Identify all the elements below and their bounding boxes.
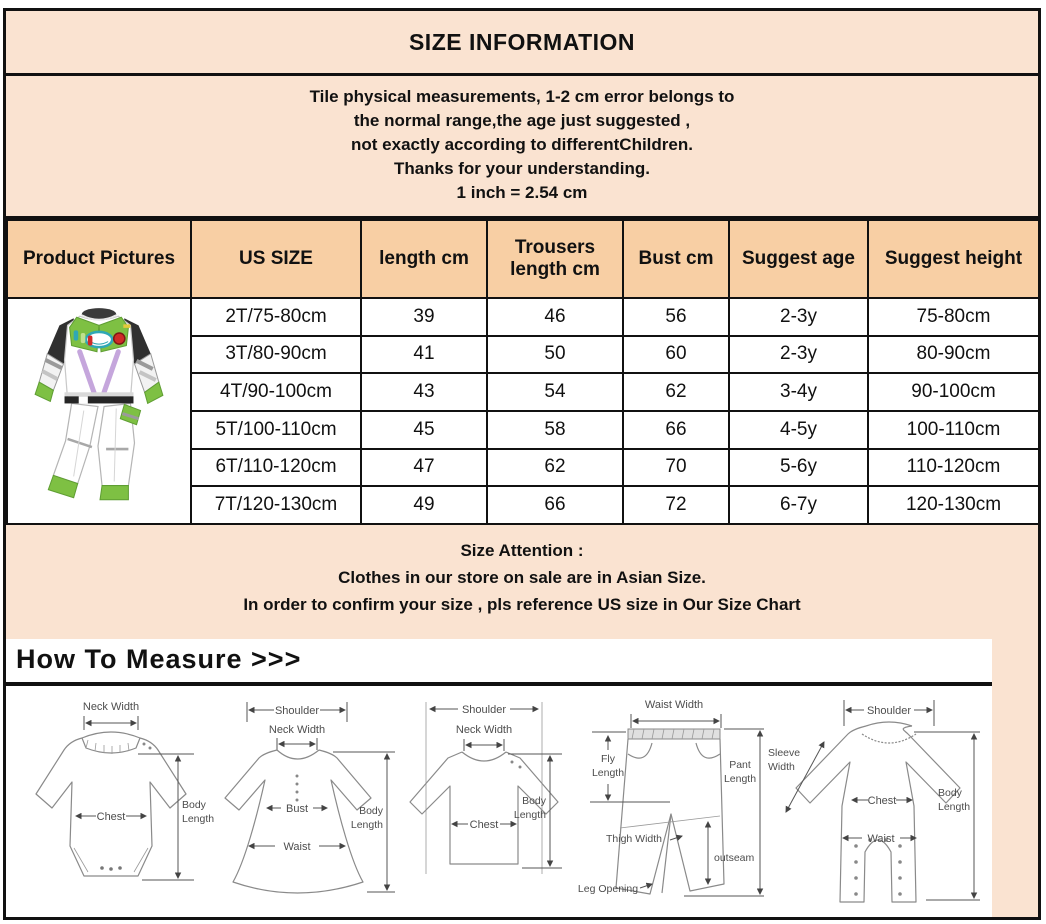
cell-length: 43 (361, 373, 487, 411)
label-body-length: Length (182, 813, 215, 825)
measure-diagram-tshirt (402, 696, 574, 886)
attention-line: In order to confirm your size , pls reference US size in Our Size Chart (243, 595, 801, 614)
label-shoulder: Shoulder (461, 704, 507, 716)
attention-line: Clothes in our store on sale are in Asian Size. (338, 568, 706, 587)
label-chest: Chest (867, 795, 897, 807)
cell-trousers: 54 (487, 373, 623, 411)
product-picture-cell (7, 298, 191, 524)
label-pant-length: Length (723, 773, 757, 785)
table-row (7, 298, 1039, 336)
label-waist: Waist (867, 833, 895, 845)
label-body-length: Length (938, 801, 971, 813)
cell-us-size: 3T/80-90cm (191, 336, 361, 374)
col-header-suggest-height: Suggest height (868, 220, 1039, 298)
size-table (6, 219, 1040, 525)
table-header-row (7, 220, 1039, 298)
cell-age: 2-3y (729, 336, 868, 374)
label-bust: Bust (285, 803, 309, 815)
cell-bust: 62 (623, 373, 729, 411)
cell-age: 3-4y (729, 373, 868, 411)
col-header-length: length cm (361, 220, 487, 298)
label-body-length: Body (359, 805, 383, 817)
label-chest: Chest (96, 811, 126, 823)
notice-line: not exactly according to differentChildren. (351, 135, 693, 154)
label-shoulder: Shoulder (274, 705, 320, 717)
cell-length: 41 (361, 336, 487, 374)
measurement-notice (6, 76, 1038, 219)
attention-line: Size Attention : (460, 541, 584, 560)
col-header-bust: Bust cm (623, 220, 729, 298)
cell-age: 2-3y (729, 298, 868, 336)
col-header-product-pictures: Product Pictures (7, 220, 191, 298)
cell-age: 4-5y (729, 411, 868, 449)
notice-line: Thanks for your understanding. (394, 159, 650, 178)
cell-bust: 60 (623, 336, 729, 374)
label-fly-length: Length (591, 767, 625, 779)
label-fly-length: Fly (601, 753, 615, 765)
label-neck-width: Neck Width (268, 724, 326, 736)
label-leg-opening: Leg Opening (577, 883, 639, 895)
label-shoulder: Shoulder (866, 705, 912, 717)
cell-trousers: 46 (487, 298, 623, 336)
label-body-length: Length (513, 809, 546, 821)
label-body-length: Length (350, 819, 383, 831)
cell-us-size: 7T/120-130cm (191, 486, 361, 524)
label-waist: Waist (283, 841, 311, 853)
cell-bust: 72 (623, 486, 729, 524)
label-neck-width: Neck Width (455, 724, 513, 736)
measure-diagram-pants (574, 696, 766, 906)
measure-diagram-bodysuit (22, 696, 217, 896)
label-sleeve-width: Sleeve (768, 747, 801, 759)
cell-us-size: 5T/100-110cm (191, 411, 361, 449)
cell-height: 110-120cm (868, 449, 1039, 487)
cell-bust: 56 (623, 298, 729, 336)
label-outseam: outseam (714, 852, 755, 864)
cell-us-size: 2T/75-80cm (191, 298, 361, 336)
cell-bust: 66 (623, 411, 729, 449)
cell-length: 45 (361, 411, 487, 449)
label-pant-length: Pant (729, 759, 751, 771)
cell-length: 49 (361, 486, 487, 524)
col-header-trousers-length: Trousers length cm (487, 220, 623, 298)
notice-line: Tile physical measurements, 1-2 cm error belongs to (309, 87, 735, 106)
cell-trousers: 62 (487, 449, 623, 487)
buzz-pajama-set-image (19, 299, 179, 517)
cell-length: 47 (361, 449, 487, 487)
cell-us-size: 6T/110-120cm (191, 449, 361, 487)
notice-line: 1 inch = 2.54 cm (456, 183, 588, 202)
cell-length: 39 (361, 298, 487, 336)
cell-us-size: 4T/90-100cm (191, 373, 361, 411)
label-waist-width: Waist Width (644, 699, 704, 711)
cell-age: 5-6y (729, 449, 868, 487)
cell-age: 6-7y (729, 486, 868, 524)
how-to-measure-section (6, 639, 1038, 917)
cell-height: 100-110cm (868, 411, 1039, 449)
cell-trousers: 66 (487, 486, 623, 524)
cell-height: 90-100cm (868, 373, 1039, 411)
label-body-length: Body (938, 787, 962, 799)
size-chart-sheet (3, 8, 1041, 920)
how-to-measure-title: How To Measure >>> (16, 644, 302, 674)
cell-height: 80-90cm (868, 336, 1039, 374)
measure-diagram-dress (217, 696, 402, 901)
size-attention-notice (6, 525, 1038, 639)
cell-trousers: 58 (487, 411, 623, 449)
label-sleeve-width: Width (768, 761, 795, 773)
notice-line: the normal range,the age just suggested , (353, 111, 691, 130)
label-body-length: Body (522, 795, 546, 807)
cell-height: 120-130cm (868, 486, 1039, 524)
page-title: SIZE INFORMATION (6, 11, 1038, 76)
label-neck-width: Neck Width (82, 701, 140, 713)
label-body-length: Body (182, 799, 206, 811)
label-thigh-width: Thigh Width (605, 833, 663, 845)
col-header-us-size: US SIZE (191, 220, 361, 298)
col-header-suggest-age: Suggest age (729, 220, 868, 298)
cell-bust: 70 (623, 449, 729, 487)
cell-height: 75-80cm (868, 298, 1039, 336)
cell-trousers: 50 (487, 336, 623, 374)
label-chest: Chest (469, 819, 499, 831)
measure-diagrams (6, 686, 1038, 917)
right-peach-strip (992, 639, 1038, 917)
measure-diagram-romper (766, 696, 988, 917)
